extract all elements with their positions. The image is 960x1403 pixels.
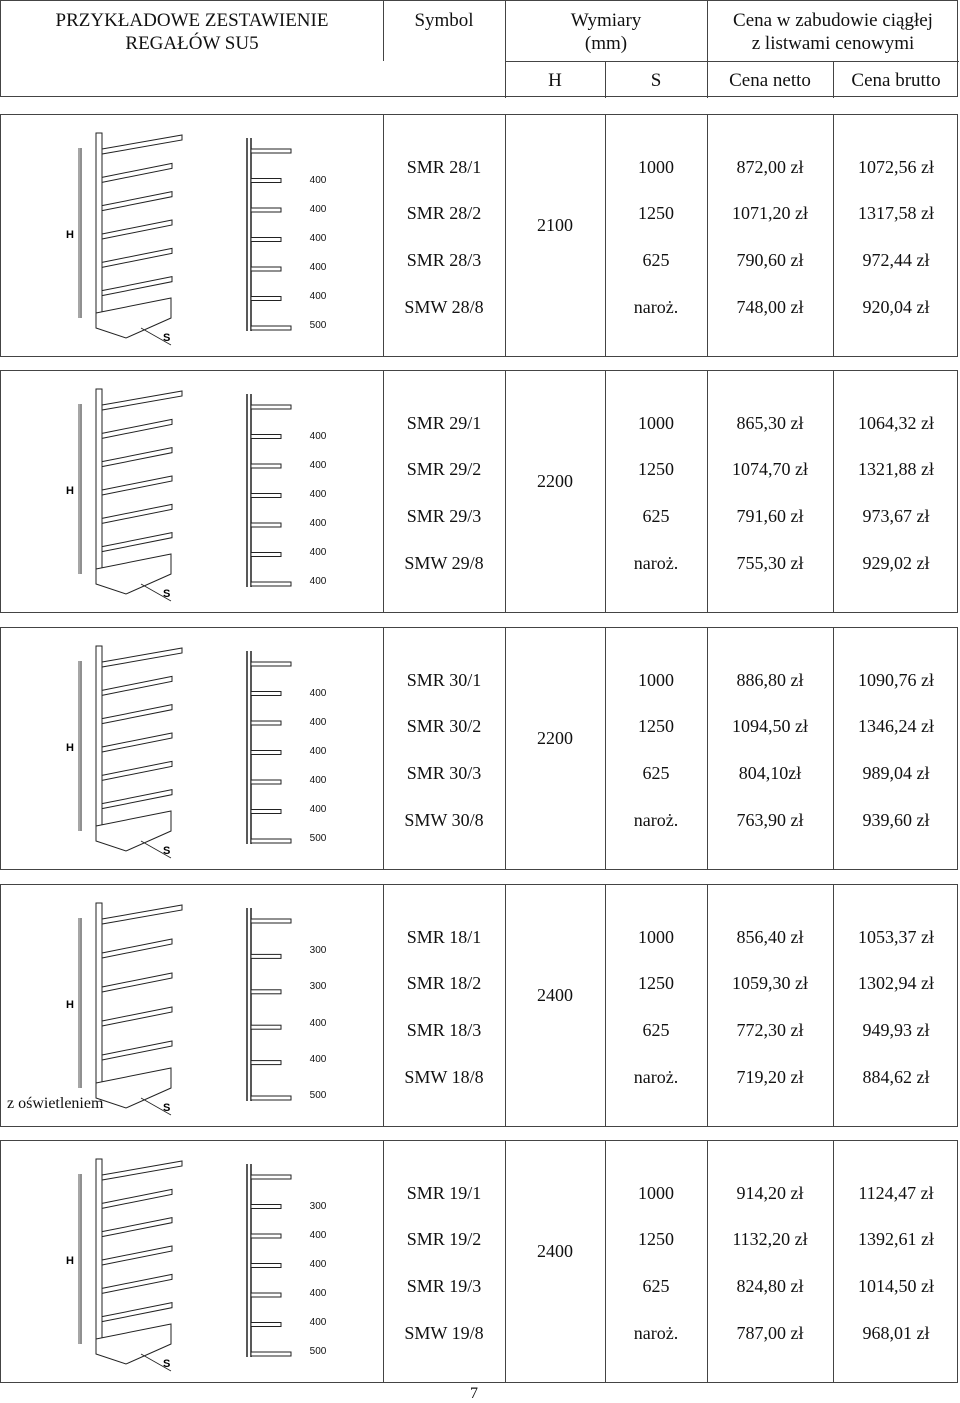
divider xyxy=(707,1,708,98)
symbol-cell: SMR 28/2 xyxy=(406,203,482,223)
shelf-depth-label: 400 xyxy=(309,547,327,558)
symbol-cell: SMR 19/3 xyxy=(406,1276,482,1296)
product-group xyxy=(0,370,958,613)
divider xyxy=(605,1141,606,1382)
width-cell: 1250 xyxy=(638,1229,674,1249)
width-cell: naroż. xyxy=(633,1323,679,1343)
symbol-cell: SMW 19/8 xyxy=(404,1323,484,1343)
net-price-cell: 790,60 zł xyxy=(736,250,804,270)
h-dimension-label: H xyxy=(66,485,74,497)
divider xyxy=(707,115,708,356)
divider xyxy=(383,371,384,612)
divider xyxy=(707,1141,708,1382)
symbol-cell: SMR 18/1 xyxy=(406,927,482,947)
divider xyxy=(833,61,834,98)
shelf-drawing xyxy=(41,123,191,353)
divider xyxy=(383,628,384,869)
net-price-cell: 787,00 zł xyxy=(736,1323,804,1343)
divider xyxy=(383,1,384,61)
shelf-depth-label: 400 xyxy=(309,518,327,529)
net-price-cell: 763,90 zł xyxy=(736,810,804,830)
width-cell: 625 xyxy=(642,250,670,270)
shelf-depth-label: 400 xyxy=(309,233,327,244)
shelf-depth-label: 500 xyxy=(309,1090,327,1101)
shelf-depth-label: 400 xyxy=(309,1288,327,1299)
product-group xyxy=(0,1140,958,1383)
shelf-depth-label: 500 xyxy=(309,320,327,331)
gross-price-cell: 949,93 zł xyxy=(862,1020,930,1040)
shelf-depth-label: 400 xyxy=(309,291,327,302)
gross-price-cell: 929,02 zł xyxy=(862,553,930,573)
width-cell: naroż. xyxy=(633,1067,679,1087)
net-price-cell: 1132,20 zł xyxy=(732,1229,808,1249)
product-group xyxy=(0,114,958,357)
product-group xyxy=(0,884,958,1127)
gross-price-cell: 1064,32 zł xyxy=(858,413,934,433)
page-number: 7 xyxy=(470,1385,478,1402)
width-cell: 625 xyxy=(642,1276,670,1296)
s-dimension-label: S xyxy=(163,588,171,600)
profile-drawing xyxy=(231,1149,351,1379)
symbol-cell: SMR 28/3 xyxy=(406,250,482,270)
profile-drawing xyxy=(231,893,351,1123)
h-dimension-label: H xyxy=(66,1255,74,1267)
lighting-note: z oświetleniem xyxy=(7,1095,104,1112)
symbol-cell: SMW 30/8 xyxy=(404,810,484,830)
symbol-cell: SMW 28/8 xyxy=(404,297,484,317)
width-cell: 1250 xyxy=(638,973,674,993)
divider xyxy=(707,371,708,612)
height-value: 2200 xyxy=(537,728,573,748)
gross-price-cell: 1072,56 zł xyxy=(858,157,934,177)
gross-price-cell: 968,01 zł xyxy=(862,1323,930,1343)
symbol-cell: SMR 29/3 xyxy=(406,506,482,526)
s-dimension-label: S xyxy=(163,1102,171,1114)
header-dimensions xyxy=(505,9,707,55)
header-title-line1: PRZYKŁADOWE ZESTAWIENIE xyxy=(55,10,329,31)
symbol-cell: SMR 28/1 xyxy=(406,157,482,177)
width-cell: 1000 xyxy=(638,1183,674,1203)
shelf-drawing xyxy=(41,1149,191,1379)
width-cell: 1000 xyxy=(638,413,674,433)
net-price-cell: 1074,70 zł xyxy=(732,459,808,479)
width-cell: 1250 xyxy=(638,459,674,479)
gross-price-cell: 1392,61 zł xyxy=(858,1229,934,1249)
width-cell: 625 xyxy=(642,1020,670,1040)
divider xyxy=(383,115,384,356)
net-price-cell: 748,00 zł xyxy=(736,297,804,317)
height-value: 2400 xyxy=(537,985,573,1005)
header-title-line2: REGAŁÓW SU5 xyxy=(125,33,259,54)
net-price-cell: 886,80 zł xyxy=(736,670,804,690)
symbol-cell: SMW 29/8 xyxy=(404,553,484,573)
symbol-cell: SMR 18/3 xyxy=(406,1020,482,1040)
shelf-depth-label: 400 xyxy=(309,460,327,471)
gross-price-cell: 1053,37 zł xyxy=(858,927,934,947)
shelf-depth-label: 400 xyxy=(309,775,327,786)
symbol-cell: SMR 29/2 xyxy=(406,459,482,479)
header-symbol: Symbol xyxy=(414,10,474,31)
shelf-depth-label: 400 xyxy=(309,746,327,757)
symbol-cell: SMW 18/8 xyxy=(404,1067,484,1087)
gross-price-cell: 1090,76 zł xyxy=(858,670,934,690)
net-price-cell: 914,20 zł xyxy=(736,1183,804,1203)
gross-price-cell: 1302,94 zł xyxy=(858,973,934,993)
divider xyxy=(505,1,506,98)
gross-price-cell: 1124,47 zł xyxy=(858,1183,934,1203)
divider xyxy=(605,371,606,612)
divider xyxy=(707,628,708,869)
width-cell: naroż. xyxy=(633,810,679,830)
shelf-depth-label: 400 xyxy=(309,804,327,815)
header-s: S xyxy=(650,70,662,91)
divider xyxy=(833,1141,834,1382)
width-cell: 625 xyxy=(642,506,670,526)
divider xyxy=(383,885,384,1126)
shelf-depth-label: 300 xyxy=(309,981,327,993)
gross-price-cell: 1346,24 zł xyxy=(858,716,934,736)
height-value: 2400 xyxy=(537,1241,573,1261)
net-price-cell: 755,30 zł xyxy=(736,553,804,573)
gross-price-cell: 884,62 zł xyxy=(862,1067,930,1087)
width-cell: 625 xyxy=(642,763,670,783)
profile-drawing xyxy=(231,123,351,353)
shelf-depth-label: 400 xyxy=(309,175,327,186)
height-value: 2200 xyxy=(537,471,573,491)
gross-price-cell: 972,44 zł xyxy=(862,250,930,270)
symbol-cell: SMR 19/2 xyxy=(406,1229,482,1249)
header-price xyxy=(707,9,959,55)
divider xyxy=(833,885,834,1126)
symbol-cell: SMR 29/1 xyxy=(406,413,482,433)
width-cell: 1000 xyxy=(638,157,674,177)
divider xyxy=(383,1141,384,1382)
gross-price-cell: 939,60 zł xyxy=(862,810,930,830)
net-price-cell: 865,30 zł xyxy=(736,413,804,433)
shelf-drawing xyxy=(41,893,191,1123)
profile-drawing xyxy=(231,636,351,866)
shelf-depth-label: 400 xyxy=(309,1259,327,1270)
shelf-depth-label: 400 xyxy=(309,576,327,587)
divider xyxy=(833,115,834,356)
header-h: H xyxy=(548,70,562,91)
divider xyxy=(605,628,606,869)
profile-drawing xyxy=(231,379,351,609)
shelf-drawing xyxy=(41,379,191,609)
h-dimension-label: H xyxy=(66,742,74,754)
header-gross: Cena brutto xyxy=(851,70,941,91)
shelf-depth-label: 400 xyxy=(309,1017,327,1029)
net-price-cell: 791,60 zł xyxy=(736,506,804,526)
header-price-line2: z listwami cenowymi xyxy=(751,33,915,54)
shelf-depth-label: 400 xyxy=(309,204,327,215)
header-title xyxy=(1,9,383,55)
net-price-cell: 1071,20 zł xyxy=(732,203,808,223)
shelf-depth-label: 400 xyxy=(309,717,327,728)
shelf-depth-label: 400 xyxy=(309,1053,327,1065)
table-header xyxy=(0,0,958,97)
width-cell: naroż. xyxy=(633,297,679,317)
width-cell: naroż. xyxy=(633,553,679,573)
net-price-cell: 772,30 zł xyxy=(736,1020,804,1040)
divider xyxy=(605,885,606,1126)
shelf-depth-label: 400 xyxy=(309,262,327,273)
height-value: 2100 xyxy=(537,215,573,235)
net-price-cell: 872,00 zł xyxy=(736,157,804,177)
divider xyxy=(605,115,606,356)
divider xyxy=(605,61,606,98)
symbol-cell: SMR 19/1 xyxy=(406,1183,482,1203)
header-dims-line2: (mm) xyxy=(584,33,628,54)
shelf-depth-label: 300 xyxy=(309,1201,327,1212)
h-dimension-label: H xyxy=(66,999,74,1011)
net-price-cell: 1059,30 zł xyxy=(732,973,808,993)
symbol-cell: SMR 30/1 xyxy=(406,670,482,690)
divider xyxy=(833,371,834,612)
shelf-depth-label: 500 xyxy=(309,833,327,844)
net-price-cell: 1094,50 zł xyxy=(732,716,808,736)
gross-price-cell: 1014,50 zł xyxy=(858,1276,934,1296)
gross-price-cell: 989,04 zł xyxy=(862,763,930,783)
product-group xyxy=(0,627,958,870)
symbol-cell: SMR 30/2 xyxy=(406,716,482,736)
net-price-cell: 804,10zł xyxy=(738,763,802,783)
width-cell: 1250 xyxy=(638,203,674,223)
gross-price-cell: 973,67 zł xyxy=(862,506,930,526)
shelf-depth-label: 400 xyxy=(309,489,327,500)
header-price-line1: Cena w zabudowie ciągłej xyxy=(733,10,933,31)
shelf-depth-label: 400 xyxy=(309,1230,327,1241)
net-price-cell: 824,80 zł xyxy=(736,1276,804,1296)
width-cell: 1250 xyxy=(638,716,674,736)
net-price-cell: 719,20 zł xyxy=(736,1067,804,1087)
shelf-depth-label: 300 xyxy=(309,945,327,956)
h-dimension-label: H xyxy=(66,229,74,241)
symbol-cell: SMR 18/2 xyxy=(406,973,482,993)
symbol-cell: SMR 30/3 xyxy=(406,763,482,783)
shelf-depth-label: 400 xyxy=(309,1317,327,1328)
shelf-depth-label: 500 xyxy=(309,1346,327,1357)
divider xyxy=(707,885,708,1126)
shelf-drawing xyxy=(41,636,191,866)
width-cell: 1000 xyxy=(638,670,674,690)
shelf-depth-label: 400 xyxy=(309,431,327,442)
s-dimension-label: S xyxy=(163,332,171,344)
divider xyxy=(505,61,959,62)
header-dims-line1: Wymiary xyxy=(570,10,642,31)
divider xyxy=(833,628,834,869)
gross-price-cell: 1317,58 zł xyxy=(858,203,934,223)
gross-price-cell: 1321,88 zł xyxy=(858,459,934,479)
s-dimension-label: S xyxy=(163,1358,171,1370)
width-cell: 1000 xyxy=(638,927,674,947)
net-price-cell: 856,40 zł xyxy=(736,927,804,947)
header-net: Cena netto xyxy=(729,70,811,91)
s-dimension-label: S xyxy=(163,845,171,857)
shelf-depth-label: 400 xyxy=(309,688,327,699)
gross-price-cell: 920,04 zł xyxy=(862,297,930,317)
